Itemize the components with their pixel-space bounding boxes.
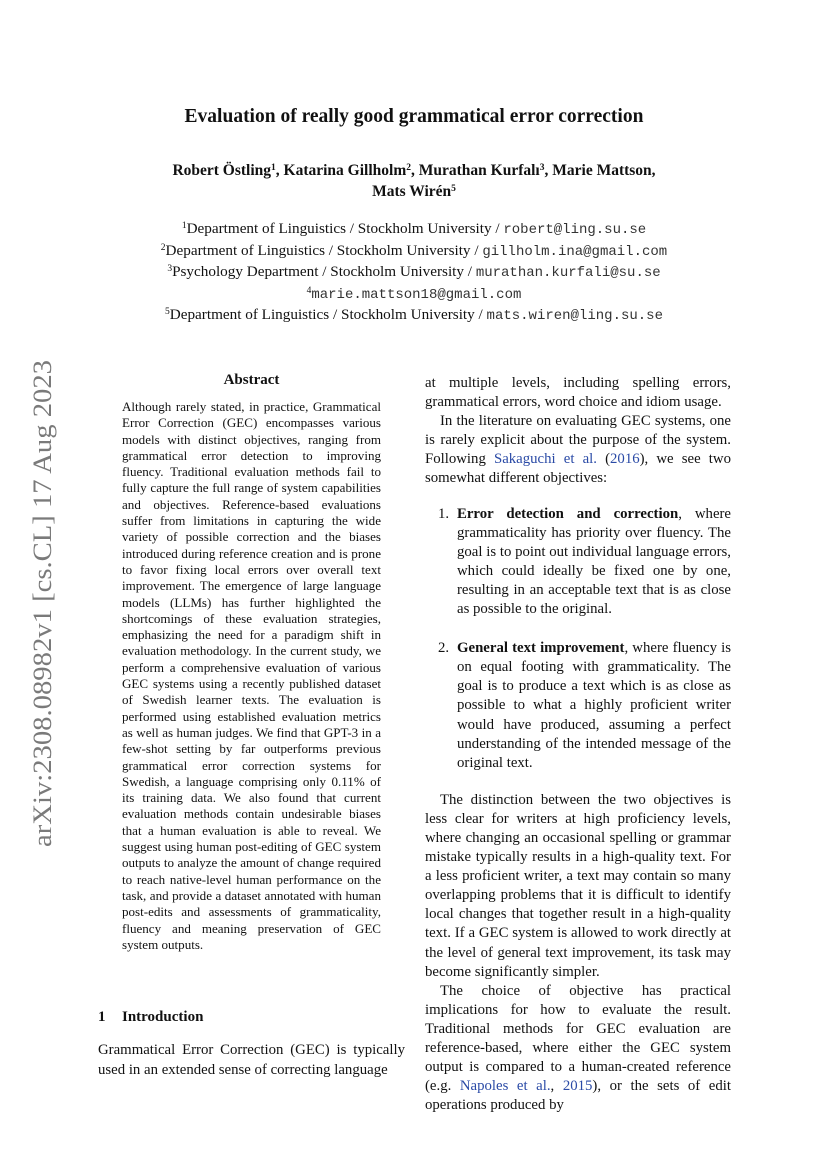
section-title: Introduction — [122, 1009, 204, 1025]
abstract-section — [98, 372, 405, 953]
paper-title: Evaluation of really good grammatical error correction — [184, 106, 644, 127]
introduction-text: Grammatical Error Correction (GEC) is typically used in an extended sense of correcting language — [98, 1042, 405, 1078]
author-name: Marie Mattson, — [552, 162, 656, 179]
section-number: 1 — [98, 1009, 106, 1025]
affiliation-line: $^1$Department of Linguistics / Stockholm University / robert@ling.su.se — [181, 220, 647, 238]
author-name: Murathan Kurfalı — [418, 162, 540, 179]
email-address: robert@ling.su.se — [503, 222, 647, 238]
list-number: 1. — [438, 505, 450, 522]
right-column — [425, 374, 731, 1115]
email-address: gillholm.ina@gmail.com — [482, 243, 668, 260]
objective-list-item: 1. Error detection and correction, where grammaticality has priority over fluency. The goal is to point out individual language errors, which could ideally be fixed one by one, resulting in an acceptable text that is as close as possible to the original. — [438, 505, 732, 618]
citation-year-link[interactable]: 2016 — [610, 451, 640, 468]
author-name: Robert Östling — [172, 162, 272, 179]
paragraph: The distinction between the two objectives is less clear for writers at high proficiency levels, where changing an occasional spelling or grammar mistake typically results in a high-quality text. For a less proficient writer, a text may contain so many overlapping problems that it is difficult to identify local changes that together result in a high-quality text. If a GEC system is allowed to work directly at the level of general text improvement, its task may become significantly simpler. — [425, 791, 731, 980]
arxiv-id-text: arXiv:2308.08982v1 [cs.CL] 17 Aug 2023 — [27, 396, 57, 847]
objective-title: Error detection and correction — [457, 505, 679, 522]
affiliation-list — [100, 219, 728, 327]
paragraph: In the literature on evaluating GEC systems, one is rarely explicit about the purpose of the system. Following Sakaguchi et al. (2016), we see two somewhat different objectives: — [425, 413, 731, 487]
email-address: mats.wiren@ling.su.se — [486, 308, 663, 325]
affiliation-line: $^4$marie.mattson18@gmail.com — [306, 285, 522, 303]
email-address: marie.mattson18@gmail.com — [311, 286, 522, 303]
author-name: Katarina Gillholm — [283, 162, 407, 179]
affiliation-line: $^3$Psychology Department / Stockholm University / murathan.kurfali@su.se — [167, 263, 661, 282]
arxiv-identifier-stamp — [20, 360, 60, 860]
citation-year-link[interactable]: 2015 — [562, 1078, 593, 1095]
citation-link[interactable]: Sakaguchi et al. — [493, 451, 597, 468]
objective-title: General text improvement — [457, 640, 625, 657]
author-name: Mats Wirén — [372, 183, 452, 200]
affiliation-line: $^2$Department of Linguistics / Stockholm University / gillholm.ina@gmail.com — [160, 241, 668, 260]
paragraph: at multiple levels, including spelling errors, grammatical errors, word choice and idiom usage. — [425, 375, 731, 411]
abstract-text: Although rarely stated, in practice, Grammatical Error Correction (GEC) encompasses various models with distinct objectives, ranging from grammatical error detection to improving fluency. Traditional evaluation methods fail to fully capture the full range of system capabilities and objectives. Reference-based evaluations suffer from limitations in capturing the wide variety of possible correction and the biases introduced during reference creation and is prone to favor fixing local errors over overall text improvement. The emergence of large language models (LLMs) has further highlighted the shortcomings of these evaluation strategies, emphasizing the need for a paradigm shift in evaluation methodology. In the current study, we perform a comprehensive evaluation of various GEC systems using a recently published dataset of Swedish learner texts. The evaluation is performed using established evaluation metrics as well as human judges. We find that GPT-3 in a few-shot setting by far outperforms previous grammatical error correction systems for Swedish, a language comprising only 0.11% of its training data. We also found that current evaluation methods contain undesirable biases that a human evaluation is able to reveal. We suggest using human post-editing of GEC system outputs to analyze the amount of change required to reach native-level human performance on the task, and provide a dataset annotated with human post-edits and assessments of grammaticality, fluency and meaning preservation of GEC system outputs. — [122, 399, 381, 952]
abstract-heading: Abstract — [223, 372, 280, 388]
affiliation-line: $^5$Department of Linguistics / Stockholm University / mats.wiren@ling.su.se — [165, 306, 663, 325]
objective-list-item: 2. General text improvement, where fluency is on equal footing with grammaticality. The goal is to produce a text which is as close as possible to what a highly proficient writer would have produced, assuming a perfect understanding of the intended message of the original text. — [438, 640, 731, 771]
section-heading-introduction — [98, 1009, 203, 1026]
paragraph: The choice of objective has practical implications for how to evaluate the result. Traditional methods for GEC evaluation are reference-based, where either the GEC system output is compared to a human-created reference (e.g. Napoles et al., 2015), or the sets of edit operations produced by — [425, 982, 731, 1114]
list-number: 2. — [438, 640, 450, 657]
citation-link[interactable]: Napoles et al. — [459, 1078, 551, 1095]
email-address: murathan.kurfali@su.se — [475, 265, 661, 282]
author-list: Robert Östling$^1$, Katarina Gillholm$^2$, Murathan Kurfalı$^3$, Marie Mattson, Mats Wirén$^5$ — [172, 162, 656, 200]
